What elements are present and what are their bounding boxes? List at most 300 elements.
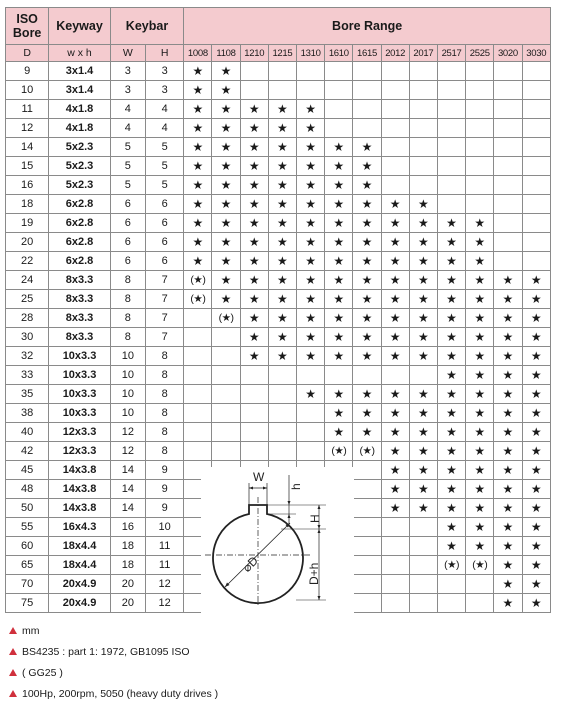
availability-cell: ★ <box>297 328 325 347</box>
availability-cell <box>409 176 437 195</box>
table-row <box>6 81 551 100</box>
w-subheader: W <box>110 45 145 62</box>
keybar-h-cell: 5 <box>145 138 183 157</box>
availability-cell <box>268 366 296 385</box>
availability-cell <box>353 366 381 385</box>
keybar-h-cell: 8 <box>145 385 183 404</box>
availability-cell <box>522 233 550 252</box>
table-row <box>6 347 551 366</box>
availability-cell: ★ <box>437 252 465 271</box>
availability-cell <box>240 404 268 423</box>
note-text: mm <box>22 625 40 637</box>
keybar-w-cell: 14 <box>110 480 145 499</box>
availability-cell <box>381 537 409 556</box>
keybar-w-cell: 8 <box>110 290 145 309</box>
bore-cell: 12 <box>6 119 49 138</box>
keybar-h-cell: 6 <box>145 214 183 233</box>
availability-cell <box>212 385 240 404</box>
bore-size-subheader: 2517 <box>437 45 465 62</box>
keyway-cell: 12x3.3 <box>49 442 110 461</box>
keybar-h-cell: 8 <box>145 404 183 423</box>
keyway-cell: 5x2.3 <box>49 157 110 176</box>
availability-cell: ★ <box>522 366 550 385</box>
keyway-cell: 6x2.8 <box>49 214 110 233</box>
availability-cell <box>522 81 550 100</box>
availability-cell <box>353 81 381 100</box>
availability-cell: ★ <box>212 195 240 214</box>
bore-size-subheader: 2012 <box>381 45 409 62</box>
availability-cell <box>494 195 522 214</box>
bore-cell: 42 <box>6 442 49 461</box>
availability-cell <box>522 214 550 233</box>
availability-cell: ★ <box>466 290 494 309</box>
availability-cell <box>409 518 437 537</box>
availability-cell: ★ <box>297 385 325 404</box>
availability-cell: ★ <box>297 271 325 290</box>
availability-cell: ★ <box>297 290 325 309</box>
note-item <box>8 645 548 666</box>
availability-cell: ★ <box>409 233 437 252</box>
availability-cell: ★ <box>409 404 437 423</box>
availability-cell <box>409 594 437 613</box>
availability-cell: (★) <box>325 442 353 461</box>
diameter-label: ⌀D <box>239 553 261 575</box>
availability-cell <box>409 575 437 594</box>
availability-cell <box>381 138 409 157</box>
table-row <box>6 62 551 81</box>
availability-cell: ★ <box>522 347 550 366</box>
availability-cell <box>325 366 353 385</box>
availability-cell: ★ <box>268 347 296 366</box>
availability-cell: ★ <box>381 233 409 252</box>
availability-cell: ★ <box>240 233 268 252</box>
availability-cell <box>437 119 465 138</box>
availability-cell <box>353 119 381 138</box>
keybar-w-cell: 5 <box>110 138 145 157</box>
availability-cell: ★ <box>494 461 522 480</box>
keybar-w-cell: 6 <box>110 252 145 271</box>
triangle-marker-icon <box>9 627 17 634</box>
availability-cell <box>353 62 381 81</box>
dh-label: D+h <box>307 562 321 585</box>
bore-cell: 40 <box>6 423 49 442</box>
availability-cell: ★ <box>184 176 212 195</box>
availability-cell: ★ <box>353 233 381 252</box>
keyway-cell: 16x4.3 <box>49 518 110 537</box>
availability-cell: ★ <box>353 404 381 423</box>
availability-cell: ★ <box>522 290 550 309</box>
availability-cell <box>494 233 522 252</box>
keyway-cell: 20x4.9 <box>49 575 110 594</box>
availability-cell: ★ <box>184 233 212 252</box>
availability-cell <box>381 100 409 119</box>
availability-cell <box>297 62 325 81</box>
keybar-h-cell: 5 <box>145 157 183 176</box>
availability-cell: ★ <box>325 404 353 423</box>
bore-cell: 10 <box>6 81 49 100</box>
keyway-cell: 14x3.8 <box>49 461 110 480</box>
availability-cell: ★ <box>409 499 437 518</box>
availability-cell: ★ <box>494 404 522 423</box>
keyway-header: Keyway <box>49 8 110 45</box>
bore-size-subheader: 1610 <box>325 45 353 62</box>
table-row <box>6 157 551 176</box>
availability-cell <box>325 100 353 119</box>
H-label: H <box>308 514 322 523</box>
availability-cell: ★ <box>268 290 296 309</box>
availability-cell: ★ <box>466 252 494 271</box>
availability-cell: ★ <box>297 195 325 214</box>
keybar-h-cell: 7 <box>145 309 183 328</box>
availability-cell <box>297 366 325 385</box>
availability-cell: ★ <box>212 214 240 233</box>
availability-cell: ★ <box>494 366 522 385</box>
bore-cell: 19 <box>6 214 49 233</box>
availability-cell: ★ <box>522 423 550 442</box>
keybar-h-cell: 9 <box>145 461 183 480</box>
availability-cell: ★ <box>184 252 212 271</box>
bore-cell: 38 <box>6 404 49 423</box>
keybar-w-cell: 5 <box>110 157 145 176</box>
note-text: ( GG25 ) <box>22 667 63 679</box>
keybar-h-cell: 7 <box>145 328 183 347</box>
availability-cell: ★ <box>212 233 240 252</box>
availability-cell: ★ <box>381 499 409 518</box>
availability-cell: ★ <box>212 62 240 81</box>
table-row <box>6 119 551 138</box>
availability-cell: ★ <box>409 347 437 366</box>
availability-cell: ★ <box>325 385 353 404</box>
availability-cell <box>494 100 522 119</box>
keyway-cell: 6x2.8 <box>49 195 110 214</box>
availability-cell: ★ <box>240 100 268 119</box>
keyway-cell: 8x3.3 <box>49 309 110 328</box>
availability-cell <box>353 575 381 594</box>
availability-cell: (★) <box>184 271 212 290</box>
keybar-w-cell: 20 <box>110 575 145 594</box>
keyway-cell: 8x3.3 <box>49 328 110 347</box>
availability-cell: ★ <box>240 214 268 233</box>
keybar-w-cell: 5 <box>110 176 145 195</box>
availability-cell: ★ <box>353 290 381 309</box>
bore-cell: 22 <box>6 252 49 271</box>
keyway-cell: 3x1.4 <box>49 81 110 100</box>
availability-cell <box>437 62 465 81</box>
h-label: h <box>289 483 303 490</box>
bore-cell: 50 <box>6 499 49 518</box>
availability-cell: ★ <box>437 347 465 366</box>
availability-cell: ★ <box>325 176 353 195</box>
keybar-w-cell: 10 <box>110 366 145 385</box>
availability-cell: ★ <box>522 575 550 594</box>
keyway-cell: 10x3.3 <box>49 366 110 385</box>
availability-cell: ★ <box>522 537 550 556</box>
availability-cell: ★ <box>522 328 550 347</box>
bore-range-header: Bore Range <box>184 8 551 45</box>
availability-cell <box>437 138 465 157</box>
keybar-w-cell: 12 <box>110 442 145 461</box>
availability-cell: ★ <box>240 309 268 328</box>
availability-cell: ★ <box>494 290 522 309</box>
availability-cell: ★ <box>240 195 268 214</box>
availability-cell: ★ <box>437 309 465 328</box>
availability-cell: ★ <box>184 62 212 81</box>
keybar-h-cell: 7 <box>145 290 183 309</box>
availability-cell <box>353 499 381 518</box>
availability-cell <box>437 176 465 195</box>
bore-size-subheader: 2017 <box>409 45 437 62</box>
availability-cell: ★ <box>437 271 465 290</box>
availability-cell: ★ <box>409 252 437 271</box>
availability-cell: ★ <box>466 214 494 233</box>
availability-cell: ★ <box>381 423 409 442</box>
availability-cell: ★ <box>381 385 409 404</box>
keyway-cell: 12x3.3 <box>49 423 110 442</box>
availability-cell: ★ <box>409 195 437 214</box>
keyway-drawing <box>201 467 354 614</box>
bore-cell: 20 <box>6 233 49 252</box>
table-row <box>6 195 551 214</box>
availability-cell: ★ <box>466 537 494 556</box>
availability-cell: ★ <box>494 518 522 537</box>
availability-cell <box>381 62 409 81</box>
availability-cell: (★) <box>353 442 381 461</box>
availability-cell: ★ <box>494 423 522 442</box>
availability-cell: ★ <box>212 157 240 176</box>
availability-cell: ★ <box>381 404 409 423</box>
availability-cell: ★ <box>268 100 296 119</box>
keyway-cell: 5x2.3 <box>49 138 110 157</box>
availability-cell: ★ <box>437 442 465 461</box>
availability-cell <box>522 62 550 81</box>
availability-cell <box>522 119 550 138</box>
availability-cell: ★ <box>353 385 381 404</box>
bore-cell: 11 <box>6 100 49 119</box>
availability-cell <box>437 195 465 214</box>
bore-cell: 35 <box>6 385 49 404</box>
availability-cell <box>466 100 494 119</box>
table-row <box>6 404 551 423</box>
availability-cell: ★ <box>184 195 212 214</box>
keybar-w-cell: 18 <box>110 556 145 575</box>
availability-cell <box>466 119 494 138</box>
keybar-h-cell: 8 <box>145 366 183 385</box>
availability-cell <box>409 138 437 157</box>
keybar-w-cell: 6 <box>110 233 145 252</box>
availability-cell: ★ <box>297 214 325 233</box>
availability-cell <box>494 157 522 176</box>
availability-cell: ★ <box>353 176 381 195</box>
availability-cell: ★ <box>494 575 522 594</box>
availability-cell: ★ <box>353 271 381 290</box>
bore-cell: 25 <box>6 290 49 309</box>
availability-cell <box>353 518 381 537</box>
bore-size-subheader: 1215 <box>268 45 296 62</box>
availability-cell <box>353 537 381 556</box>
availability-cell <box>381 518 409 537</box>
bore-cell: 28 <box>6 309 49 328</box>
availability-cell: ★ <box>297 252 325 271</box>
availability-cell <box>268 423 296 442</box>
table-row <box>6 214 551 233</box>
table-row <box>6 252 551 271</box>
availability-cell <box>353 556 381 575</box>
availability-cell: ★ <box>522 309 550 328</box>
availability-cell <box>297 423 325 442</box>
keyway-cell: 4x1.8 <box>49 100 110 119</box>
availability-cell: ★ <box>353 214 381 233</box>
availability-cell <box>409 119 437 138</box>
availability-cell: ★ <box>522 518 550 537</box>
availability-cell: ★ <box>325 290 353 309</box>
keyway-diagram <box>201 467 354 614</box>
keybar-h-cell: 6 <box>145 252 183 271</box>
availability-cell: ★ <box>437 518 465 537</box>
availability-cell: ★ <box>522 480 550 499</box>
availability-cell: ★ <box>212 138 240 157</box>
availability-cell: ★ <box>325 138 353 157</box>
availability-cell <box>409 556 437 575</box>
availability-cell <box>466 575 494 594</box>
availability-cell: ★ <box>409 385 437 404</box>
availability-cell: ★ <box>268 138 296 157</box>
availability-cell <box>212 404 240 423</box>
bore-cell: 45 <box>6 461 49 480</box>
availability-cell <box>184 328 212 347</box>
availability-cell: ★ <box>325 157 353 176</box>
availability-cell: ★ <box>494 347 522 366</box>
note-text: BS4235 : part 1: 1972, GB1095 ISO <box>22 646 190 658</box>
availability-cell: ★ <box>494 556 522 575</box>
availability-cell: ★ <box>466 423 494 442</box>
keybar-h-cell: 5 <box>145 176 183 195</box>
availability-cell <box>184 404 212 423</box>
availability-cell <box>494 252 522 271</box>
availability-cell: ★ <box>212 81 240 100</box>
availability-cell <box>240 423 268 442</box>
availability-cell <box>353 461 381 480</box>
availability-cell: ★ <box>409 423 437 442</box>
availability-cell: ★ <box>297 347 325 366</box>
availability-cell <box>522 252 550 271</box>
availability-cell <box>268 404 296 423</box>
availability-cell <box>381 594 409 613</box>
availability-cell: ★ <box>437 214 465 233</box>
wxh-subheader: w x h <box>49 45 110 62</box>
table-row <box>6 328 551 347</box>
keybar-h-cell: 9 <box>145 480 183 499</box>
availability-cell: ★ <box>212 271 240 290</box>
bore-cell: 15 <box>6 157 49 176</box>
availability-cell <box>409 81 437 100</box>
table-row <box>6 176 551 195</box>
availability-cell <box>381 556 409 575</box>
availability-cell: ★ <box>466 328 494 347</box>
availability-cell <box>437 81 465 100</box>
keyway-cell: 20x4.9 <box>49 594 110 613</box>
availability-cell <box>212 347 240 366</box>
availability-cell <box>184 442 212 461</box>
availability-cell: ★ <box>184 138 212 157</box>
keybar-w-cell: 4 <box>110 119 145 138</box>
keybar-w-cell: 18 <box>110 537 145 556</box>
keybar-h-cell: 9 <box>145 499 183 518</box>
availability-cell: ★ <box>522 461 550 480</box>
availability-cell <box>466 81 494 100</box>
table-row <box>6 385 551 404</box>
keybar-w-cell: 10 <box>110 347 145 366</box>
availability-cell: ★ <box>437 480 465 499</box>
bore-cell: 70 <box>6 575 49 594</box>
triangle-marker-icon <box>9 690 17 697</box>
availability-cell: ★ <box>522 442 550 461</box>
availability-cell <box>240 442 268 461</box>
availability-cell: ★ <box>381 309 409 328</box>
availability-cell: ★ <box>268 252 296 271</box>
availability-cell: ★ <box>297 119 325 138</box>
availability-cell <box>381 366 409 385</box>
keybar-h-cell: 10 <box>145 518 183 537</box>
keybar-w-cell: 8 <box>110 309 145 328</box>
h-subheader: H <box>145 45 183 62</box>
availability-cell <box>381 176 409 195</box>
d-subheader: D <box>6 45 49 62</box>
bore-size-subheader: 3030 <box>522 45 550 62</box>
availability-cell: ★ <box>268 157 296 176</box>
availability-cell <box>381 119 409 138</box>
availability-cell: ★ <box>268 176 296 195</box>
availability-cell: ★ <box>437 499 465 518</box>
availability-cell: ★ <box>494 328 522 347</box>
availability-cell: ★ <box>381 480 409 499</box>
availability-cell: ★ <box>353 138 381 157</box>
availability-cell: ★ <box>297 100 325 119</box>
availability-cell: ★ <box>353 309 381 328</box>
availability-cell: ★ <box>353 423 381 442</box>
availability-cell <box>353 480 381 499</box>
table-row <box>6 290 551 309</box>
w-label: W <box>253 470 265 484</box>
availability-cell: ★ <box>212 176 240 195</box>
availability-cell: ★ <box>494 385 522 404</box>
availability-cell: ★ <box>381 195 409 214</box>
availability-cell <box>522 157 550 176</box>
availability-cell: ★ <box>466 309 494 328</box>
availability-cell: ★ <box>212 119 240 138</box>
availability-cell: (★) <box>184 290 212 309</box>
availability-cell: ★ <box>353 252 381 271</box>
availability-cell: ★ <box>212 290 240 309</box>
availability-cell: ★ <box>325 271 353 290</box>
triangle-marker-icon <box>9 648 17 655</box>
availability-cell <box>325 81 353 100</box>
keybar-h-cell: 4 <box>145 119 183 138</box>
keybar-w-cell: 14 <box>110 461 145 480</box>
availability-cell: ★ <box>409 271 437 290</box>
availability-cell <box>409 366 437 385</box>
availability-cell: ★ <box>381 271 409 290</box>
bore-size-subheader: 1310 <box>297 45 325 62</box>
availability-cell: (★) <box>437 556 465 575</box>
table-row <box>6 366 551 385</box>
availability-cell: ★ <box>268 233 296 252</box>
keybar-h-cell: 12 <box>145 575 183 594</box>
keybar-w-cell: 4 <box>110 100 145 119</box>
availability-cell: (★) <box>212 309 240 328</box>
availability-cell <box>297 404 325 423</box>
keybar-h-cell: 8 <box>145 347 183 366</box>
availability-cell <box>212 423 240 442</box>
